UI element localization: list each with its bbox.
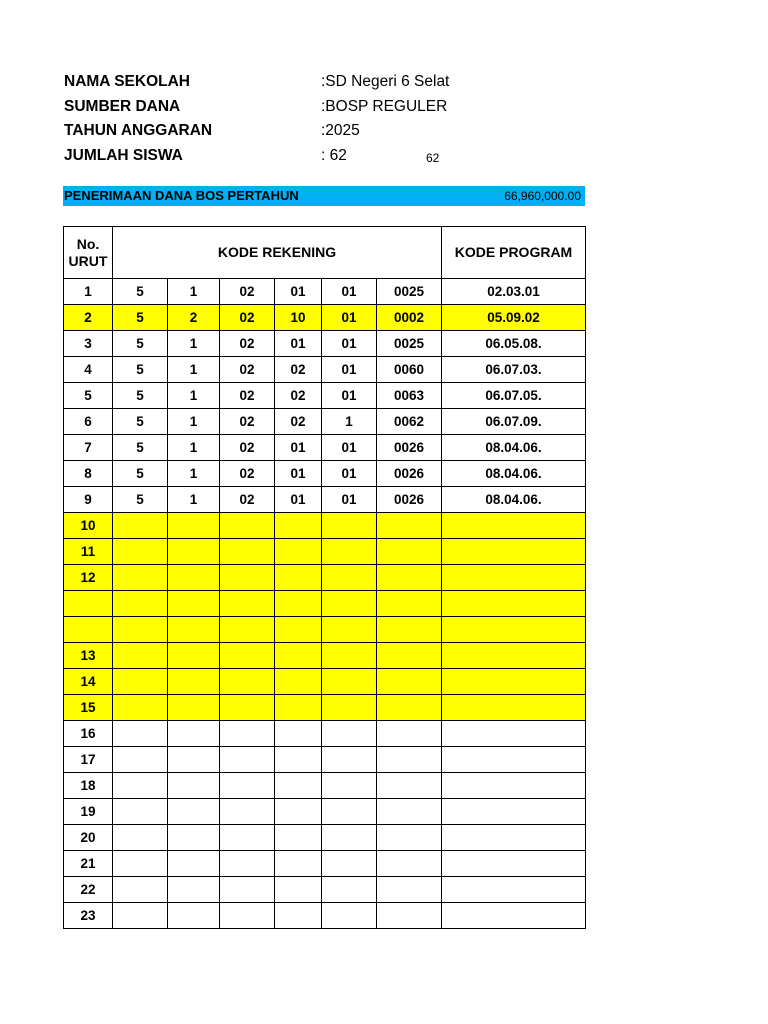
cell-kode-2: 1: [168, 487, 220, 513]
cell-no-urut: 7: [64, 435, 113, 461]
cell-kode-4: 01: [275, 461, 322, 487]
header-no-urut: No. URUT: [64, 227, 113, 279]
cell-kode-program: 08.04.06.: [442, 487, 586, 513]
table-row: [64, 409, 586, 435]
cell-no-urut: 15: [64, 695, 113, 721]
cell-kode-5: [322, 799, 377, 825]
cell-kode-5: [322, 565, 377, 591]
cell-kode-4: [275, 565, 322, 591]
cell-kode-6: [377, 513, 442, 539]
cell-kode-6: [377, 747, 442, 773]
cell-no-urut: 8: [64, 461, 113, 487]
info-row-tahun-anggaran: [64, 119, 484, 144]
cell-kode-4: [275, 513, 322, 539]
header-kode-program: KODE PROGRAM: [442, 227, 586, 279]
cell-kode-5: 01: [322, 279, 377, 305]
cell-no-urut: 10: [64, 513, 113, 539]
jumlah-siswa-value: : 62: [321, 146, 347, 164]
cell-kode-4: [275, 695, 322, 721]
cell-kode-3: [220, 643, 275, 669]
table-row: [64, 617, 586, 643]
cell-kode-3: [220, 591, 275, 617]
cell-kode-1: 5: [113, 409, 168, 435]
cell-kode-5: 01: [322, 357, 377, 383]
cell-no-urut: 19: [64, 799, 113, 825]
cell-kode-6: [377, 669, 442, 695]
cell-kode-2: [168, 773, 220, 799]
cell-no-urut: 9: [64, 487, 113, 513]
cell-no-urut: 18: [64, 773, 113, 799]
cell-no-urut: 11: [64, 539, 113, 565]
cell-kode-6: 0060: [377, 357, 442, 383]
cell-no-urut: 12: [64, 565, 113, 591]
cell-kode-1: [113, 721, 168, 747]
cell-no-urut: 14: [64, 669, 113, 695]
cell-kode-program: [442, 513, 586, 539]
cell-kode-6: [377, 591, 442, 617]
cell-kode-1: 5: [113, 383, 168, 409]
penerimaan-banner: [63, 186, 585, 206]
cell-kode-2: [168, 851, 220, 877]
cell-kode-1: 5: [113, 279, 168, 305]
cell-kode-4: 01: [275, 487, 322, 513]
table-row: [64, 669, 586, 695]
cell-kode-1: [113, 643, 168, 669]
cell-no-urut: 4: [64, 357, 113, 383]
cell-kode-6: [377, 773, 442, 799]
table-row: [64, 877, 586, 903]
cell-kode-1: 5: [113, 487, 168, 513]
cell-no-urut: 2: [64, 305, 113, 331]
sumber-dana-label: SUMBER DANA: [64, 97, 181, 115]
cell-kode-program: 06.07.05.: [442, 383, 586, 409]
cell-kode-6: 0025: [377, 279, 442, 305]
table-row: [64, 513, 586, 539]
cell-kode-3: [220, 565, 275, 591]
cell-kode-3: 02: [220, 409, 275, 435]
cell-kode-3: [220, 799, 275, 825]
nama-sekolah-value: :SD Negeri 6 Selat: [321, 73, 450, 90]
cell-kode-6: [377, 617, 442, 643]
cell-no-urut: 3: [64, 331, 113, 357]
cell-kode-3: [220, 539, 275, 565]
cell-kode-3: [220, 877, 275, 903]
cell-no-urut: 16: [64, 721, 113, 747]
cell-kode-program: 06.07.09.: [442, 409, 586, 435]
cell-kode-2: 1: [168, 435, 220, 461]
cell-kode-4: [275, 825, 322, 851]
info-row-sumber-dana: [64, 95, 484, 120]
cell-kode-2: [168, 877, 220, 903]
nama-sekolah-label: NAMA SEKOLAH: [64, 73, 191, 90]
cell-kode-program: [442, 747, 586, 773]
cell-kode-1: [113, 617, 168, 643]
cell-kode-1: 5: [113, 305, 168, 331]
cell-no-urut: [64, 591, 113, 617]
cell-kode-5: [322, 773, 377, 799]
cell-kode-6: [377, 539, 442, 565]
cell-kode-3: [220, 669, 275, 695]
cell-kode-4: 02: [275, 383, 322, 409]
table-row: [64, 305, 586, 331]
cell-kode-2: [168, 721, 220, 747]
cell-kode-5: [322, 513, 377, 539]
cell-kode-5: [322, 903, 377, 929]
cell-kode-3: 02: [220, 305, 275, 331]
cell-kode-1: 5: [113, 461, 168, 487]
table-body: [64, 279, 586, 929]
cell-kode-6: 0062: [377, 409, 442, 435]
table-row: [64, 643, 586, 669]
cell-kode-2: 1: [168, 331, 220, 357]
cell-kode-3: [220, 747, 275, 773]
cell-kode-2: [168, 643, 220, 669]
cell-kode-6: [377, 643, 442, 669]
cell-kode-6: 0063: [377, 383, 442, 409]
cell-kode-6: [377, 695, 442, 721]
table-row: [64, 435, 586, 461]
cell-kode-1: 5: [113, 435, 168, 461]
cell-no-urut: 22: [64, 877, 113, 903]
cell-kode-4: 01: [275, 331, 322, 357]
cell-kode-3: 02: [220, 461, 275, 487]
cell-no-urut: 6: [64, 409, 113, 435]
cell-kode-1: [113, 851, 168, 877]
cell-kode-1: [113, 695, 168, 721]
cell-no-urut: 5: [64, 383, 113, 409]
cell-kode-6: 0026: [377, 435, 442, 461]
cell-kode-4: [275, 591, 322, 617]
cell-no-urut: [64, 617, 113, 643]
cell-kode-4: [275, 669, 322, 695]
cell-kode-1: [113, 539, 168, 565]
cell-kode-6: [377, 825, 442, 851]
cell-kode-2: 2: [168, 305, 220, 331]
cell-kode-6: 0026: [377, 487, 442, 513]
cell-kode-6: [377, 877, 442, 903]
cell-kode-program: 06.07.03.: [442, 357, 586, 383]
cell-kode-program: [442, 903, 586, 929]
cell-kode-1: [113, 513, 168, 539]
cell-kode-6: 0025: [377, 331, 442, 357]
cell-kode-5: [322, 643, 377, 669]
cell-kode-2: [168, 565, 220, 591]
cell-kode-2: 1: [168, 383, 220, 409]
cell-kode-3: 02: [220, 331, 275, 357]
cell-kode-program: [442, 695, 586, 721]
cell-kode-program: [442, 721, 586, 747]
table-row: [64, 487, 586, 513]
cell-no-urut: 1: [64, 279, 113, 305]
cell-kode-program: [442, 773, 586, 799]
jumlah-siswa-label: JUMLAH SISWA: [64, 146, 183, 164]
cell-kode-6: [377, 851, 442, 877]
cell-kode-2: [168, 513, 220, 539]
cell-kode-program: [442, 643, 586, 669]
table-row: [64, 695, 586, 721]
cell-kode-3: 02: [220, 435, 275, 461]
cell-kode-1: [113, 773, 168, 799]
cell-kode-5: 01: [322, 461, 377, 487]
cell-kode-5: [322, 695, 377, 721]
cell-kode-4: [275, 643, 322, 669]
table-row: [64, 903, 586, 929]
jumlah-siswa-extra: 62: [426, 150, 440, 165]
cell-kode-1: 5: [113, 331, 168, 357]
cell-kode-5: [322, 825, 377, 851]
cell-kode-program: [442, 539, 586, 565]
cell-kode-program: 02.03.01: [442, 279, 586, 305]
cell-kode-6: [377, 721, 442, 747]
cell-kode-program: 08.04.06.: [442, 461, 586, 487]
cell-kode-3: [220, 695, 275, 721]
table-row: [64, 851, 586, 877]
cell-kode-program: 05.09.02: [442, 305, 586, 331]
cell-kode-6: [377, 799, 442, 825]
cell-kode-program: [442, 591, 586, 617]
cell-kode-4: 02: [275, 357, 322, 383]
table-row: [64, 279, 586, 305]
cell-kode-5: 01: [322, 331, 377, 357]
cell-kode-1: 5: [113, 357, 168, 383]
cell-no-urut: 20: [64, 825, 113, 851]
table-row: [64, 591, 586, 617]
cell-kode-2: 1: [168, 357, 220, 383]
cell-kode-6: [377, 565, 442, 591]
table-row: [64, 747, 586, 773]
cell-kode-5: [322, 747, 377, 773]
cell-kode-1: [113, 903, 168, 929]
cell-kode-6: [377, 903, 442, 929]
penerimaan-amount: 66,960,000.00: [504, 189, 581, 203]
cell-kode-program: [442, 825, 586, 851]
cell-no-urut: 21: [64, 851, 113, 877]
cell-kode-program: 08.04.06.: [442, 435, 586, 461]
cell-kode-3: [220, 825, 275, 851]
cell-kode-1: [113, 825, 168, 851]
table-row: [64, 721, 586, 747]
cell-no-urut: 17: [64, 747, 113, 773]
table-header-row: [64, 227, 586, 279]
cell-kode-2: [168, 825, 220, 851]
cell-kode-5: [322, 721, 377, 747]
cell-kode-program: [442, 877, 586, 903]
cell-kode-3: [220, 851, 275, 877]
cell-kode-3: [220, 721, 275, 747]
cell-kode-3: [220, 617, 275, 643]
cell-kode-2: [168, 747, 220, 773]
cell-kode-program: [442, 669, 586, 695]
cell-kode-3: 02: [220, 383, 275, 409]
cell-kode-5: 01: [322, 487, 377, 513]
cell-kode-5: [322, 851, 377, 877]
tahun-anggaran-label: TAHUN ANGGARAN: [64, 122, 213, 139]
cell-kode-program: [442, 565, 586, 591]
table-row: [64, 357, 586, 383]
cell-kode-2: [168, 591, 220, 617]
cell-kode-4: [275, 851, 322, 877]
cell-kode-5: 01: [322, 383, 377, 409]
cell-kode-3: [220, 513, 275, 539]
cell-kode-1: [113, 747, 168, 773]
school-info: [64, 70, 484, 168]
table-row: [64, 773, 586, 799]
cell-no-urut: 23: [64, 903, 113, 929]
cell-kode-4: [275, 773, 322, 799]
cell-kode-3: 02: [220, 357, 275, 383]
cell-kode-5: 01: [322, 435, 377, 461]
cell-kode-program: 06.05.08.: [442, 331, 586, 357]
cell-kode-1: [113, 877, 168, 903]
cell-kode-2: [168, 669, 220, 695]
cell-kode-program: [442, 799, 586, 825]
cell-kode-program: [442, 617, 586, 643]
info-row-nama-sekolah: [64, 70, 484, 95]
table-row: [64, 461, 586, 487]
cell-kode-2: [168, 695, 220, 721]
cell-kode-4: 01: [275, 279, 322, 305]
cell-kode-4: 02: [275, 409, 322, 435]
cell-kode-5: [322, 877, 377, 903]
table-row: [64, 565, 586, 591]
cell-kode-1: [113, 591, 168, 617]
table-row: [64, 799, 586, 825]
table-row: [64, 825, 586, 851]
cell-kode-4: [275, 877, 322, 903]
cell-kode-5: [322, 669, 377, 695]
cell-no-urut: 13: [64, 643, 113, 669]
cell-kode-2: 1: [168, 279, 220, 305]
tahun-anggaran-value: :2025: [321, 122, 360, 139]
cell-kode-3: [220, 903, 275, 929]
cell-kode-5: 01: [322, 305, 377, 331]
cell-kode-4: [275, 747, 322, 773]
cell-kode-4: [275, 617, 322, 643]
cell-kode-4: 10: [275, 305, 322, 331]
penerimaan-label: PENERIMAAN DANA BOS PERTAHUN: [64, 188, 299, 203]
table-row: [64, 331, 586, 357]
cell-kode-5: 1: [322, 409, 377, 435]
cell-kode-5: [322, 539, 377, 565]
cell-kode-4: [275, 539, 322, 565]
cell-kode-2: [168, 799, 220, 825]
cell-kode-4: [275, 903, 322, 929]
cell-kode-3: [220, 773, 275, 799]
cell-kode-2: 1: [168, 461, 220, 487]
cell-kode-6: 0002: [377, 305, 442, 331]
cell-kode-3: 02: [220, 487, 275, 513]
table-row: [64, 539, 586, 565]
cell-kode-2: [168, 617, 220, 643]
cell-kode-1: [113, 799, 168, 825]
kode-rekening-table: [63, 226, 586, 929]
header-kode-rekening: KODE REKENING: [113, 227, 442, 279]
cell-kode-4: 01: [275, 435, 322, 461]
cell-kode-2: [168, 903, 220, 929]
cell-kode-6: 0026: [377, 461, 442, 487]
cell-kode-3: 02: [220, 279, 275, 305]
cell-kode-4: [275, 721, 322, 747]
table-row: [64, 383, 586, 409]
sumber-dana-value: :BOSP REGULER: [321, 97, 448, 115]
cell-kode-5: [322, 617, 377, 643]
cell-kode-1: [113, 669, 168, 695]
cell-kode-1: [113, 565, 168, 591]
cell-kode-5: [322, 591, 377, 617]
cell-kode-program: [442, 851, 586, 877]
cell-kode-2: 1: [168, 409, 220, 435]
cell-kode-2: [168, 539, 220, 565]
cell-kode-4: [275, 799, 322, 825]
info-row-jumlah-siswa: [64, 144, 484, 169]
